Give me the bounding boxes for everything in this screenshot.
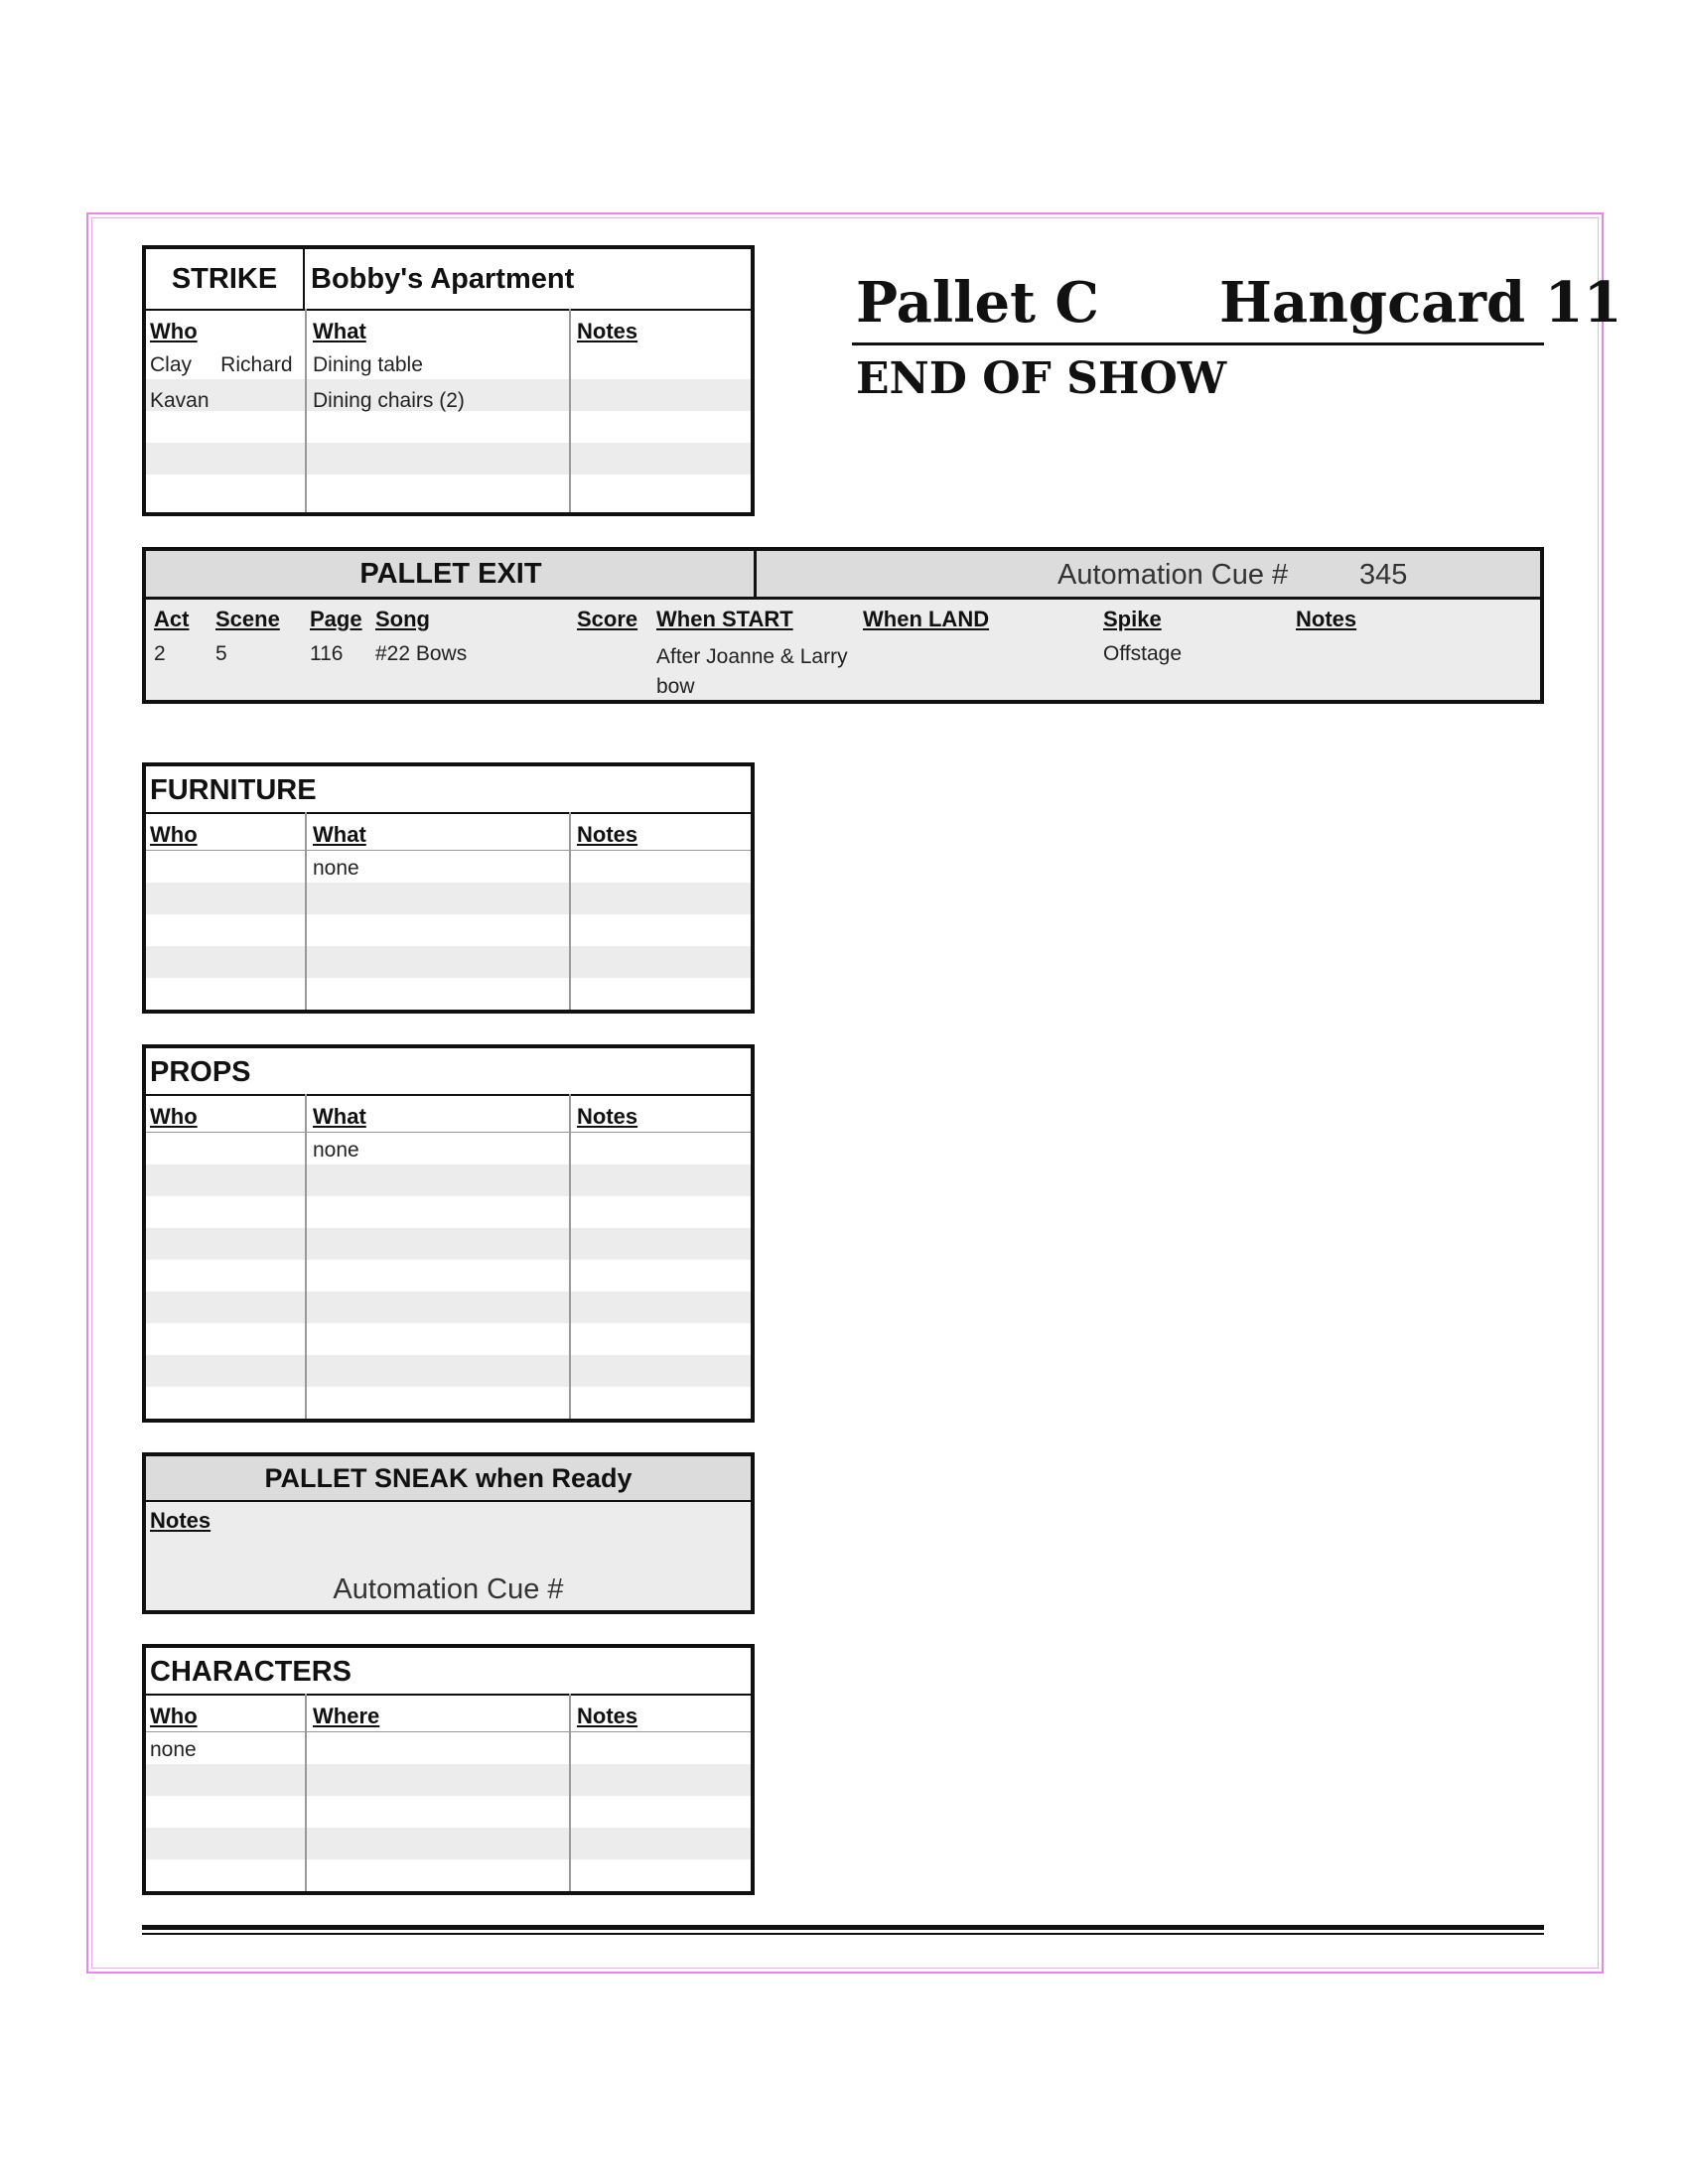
exit-cue-value: 345 [1359, 559, 1408, 591]
col-score: Score [577, 607, 638, 631]
table-row [146, 1732, 751, 1764]
col-notes: Notes [577, 1704, 638, 1728]
col-divider [305, 1694, 307, 1891]
col-act: Act [154, 607, 190, 631]
sneak-notes-label: Notes [150, 1508, 211, 1533]
table-row [146, 1355, 751, 1387]
strike-who-1: Clay Richard [150, 353, 293, 376]
strike-what-1: Dining table [313, 353, 423, 376]
table-row [146, 946, 751, 978]
exit-act: 2 [154, 642, 166, 665]
props-box [142, 1044, 755, 1423]
col-divider [569, 1094, 571, 1419]
table-row [146, 1260, 751, 1292]
sneak-cue-label: Automation Cue # [333, 1573, 564, 1605]
col-what: What [313, 822, 366, 847]
col-where: Where [313, 1704, 380, 1728]
strike-label: STRIKE [171, 263, 278, 295]
exit-cue-label: Automation Cue # [1057, 559, 1289, 591]
col-when-start: When START [656, 607, 793, 631]
exit-when-start: After Joanne & Larry bow [656, 645, 848, 698]
table-row [146, 914, 751, 946]
table-row [146, 883, 751, 914]
table-row [146, 978, 751, 1010]
props-header-rule [146, 1094, 751, 1096]
col-notes: Notes [577, 319, 638, 343]
col-who: Who [150, 822, 198, 847]
exit-header-rule [146, 597, 1540, 600]
col-song: Song [375, 607, 430, 631]
strike-divider [303, 249, 305, 309]
table-row [146, 1859, 751, 1891]
sneak-header-rule [146, 1500, 751, 1502]
table-row [146, 443, 751, 475]
props-what-1: none [313, 1139, 359, 1161]
table-row [146, 1196, 751, 1228]
strike-who-2: Kavan [150, 389, 210, 412]
exit-song: #22 Bows [375, 642, 468, 665]
col-notes: Notes [577, 822, 638, 847]
furniture-box [142, 762, 755, 1014]
characters-title: CHARACTERS [150, 1656, 352, 1688]
col-divider [569, 812, 571, 1010]
characters-header-rule [146, 1694, 751, 1696]
col-who: Who [150, 319, 198, 343]
sneak-box [142, 1452, 755, 1614]
table-row [146, 1828, 751, 1859]
table-row [146, 851, 751, 883]
col-divider [305, 812, 307, 1010]
table-row [146, 1764, 751, 1796]
title-underline [852, 342, 1544, 345]
exit-divider [754, 551, 757, 599]
col-page: Page [310, 607, 362, 631]
furniture-title: FURNITURE [150, 774, 317, 806]
table-row [146, 1387, 751, 1419]
table-row [146, 1292, 751, 1323]
hangcard-title: Hangcard 11 [1219, 270, 1622, 336]
table-row [146, 1228, 751, 1260]
col-notes: Notes [1296, 607, 1357, 631]
col-what: What [313, 1104, 366, 1129]
col-spike: Spike [1103, 607, 1162, 631]
props-title: PROPS [150, 1056, 251, 1088]
col-who: Who [150, 1704, 198, 1728]
strike-location: Bobby's Apartment [311, 263, 575, 295]
exit-scene: 5 [215, 642, 227, 665]
strike-what-2: Dining chairs (2) [313, 389, 465, 412]
footer-rule-thin [142, 1933, 1544, 1935]
table-row [146, 1323, 751, 1355]
pallet-title: Pallet C [856, 270, 1099, 336]
strike-box [142, 245, 755, 516]
strike-header-rule [146, 309, 751, 311]
col-what: What [313, 319, 366, 343]
sneak-title: PALLET SNEAK when Ready [146, 1456, 751, 1500]
table-row [146, 475, 751, 506]
furniture-header-rule [146, 812, 751, 814]
col-when-land: When LAND [863, 607, 990, 631]
exit-page: 116 [310, 642, 344, 665]
characters-box [142, 1644, 755, 1895]
col-scene: Scene [215, 607, 280, 631]
col-divider [569, 309, 571, 512]
table-row [146, 1133, 751, 1164]
col-divider [305, 1094, 307, 1419]
col-who: Who [150, 1104, 198, 1129]
furniture-what-1: none [313, 857, 359, 880]
col-divider [569, 1694, 571, 1891]
footer-rule [142, 1925, 1544, 1930]
exit-spike: Offstage [1103, 642, 1182, 665]
table-row [146, 1164, 751, 1196]
end-of-show-subtitle: END OF SHOW [856, 353, 1227, 404]
table-row [146, 411, 751, 443]
characters-who-1: none [150, 1738, 197, 1761]
table-row [146, 1796, 751, 1828]
col-notes: Notes [577, 1104, 638, 1129]
col-divider [305, 309, 307, 512]
pallet-exit-box [142, 547, 1544, 704]
pallet-exit-title: PALLET EXIT [146, 551, 756, 597]
